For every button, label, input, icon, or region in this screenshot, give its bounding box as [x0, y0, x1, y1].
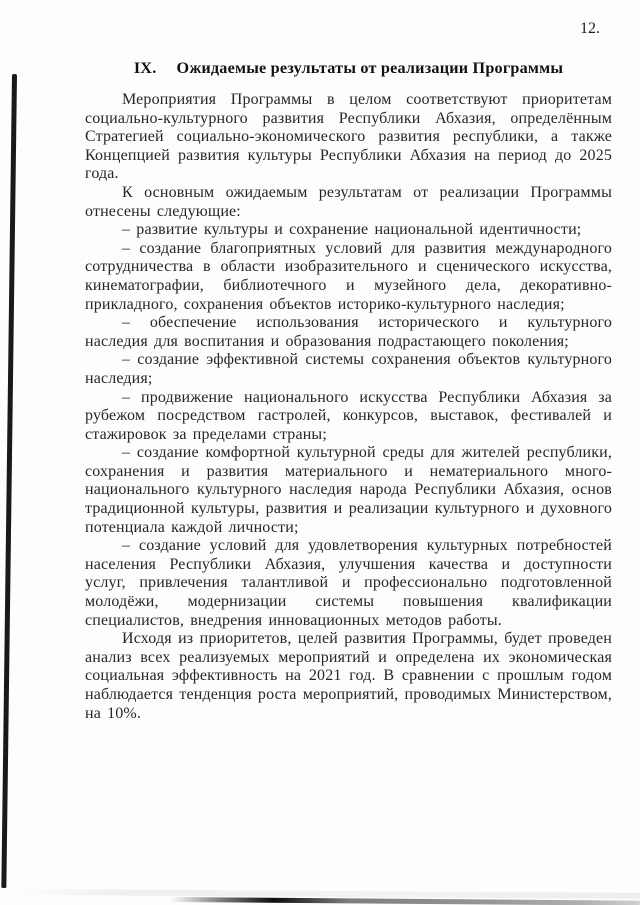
- bullet-item-5: – продвижение национального искусства Республики Абхазия за рубежом посредством гастролей, конкурсов, выставок, фестивалей и стажировок за пределами страны;: [85, 388, 612, 443]
- page-number: 12.: [580, 20, 600, 37]
- bullet-item-6: – создание комфортной культурной среды для жителей республики, сохранения и развития материального и нематериального много-национального культурного наследия народа Республики Абхазия, основ традиционной культуры, развития и реализации культурного и духовного потенциала каждой личности;: [85, 444, 612, 536]
- scan-artifact-left-edge: [1, 74, 17, 888]
- section-heading: [85, 59, 612, 78]
- paragraph-intro: Мероприятия Программы в целом соответствуют приоритетам социально-культурного развития Республики Абхазия, определённым Стратегией социально-экономического развития республики, а также Концепцией развития культуры Республики Абхазия на период до 2025 года.: [85, 91, 612, 183]
- paragraph-lead-in: К основным ожидаемым результатам от реализации Программы отнесены следующие:: [85, 183, 612, 220]
- bullet-item-7: – создание условий для удовлетворения культурных потребностей населения Республики Абхазия, улучшения качества и доступности услуг, привлечения талантливой и профессионально подготовленной молодёжи, модернизации системы повышения квалификации специалистов, внедрения инновационных методов работы.: [85, 537, 612, 629]
- heading-numeral: IX.: [133, 59, 157, 77]
- bullet-item-4: – создание эффективной системы сохранения объектов культурного наследия;: [85, 351, 612, 387]
- bullet-item-3: – обеспечение использования исторического и культурного наследия для воспитания и образования подрастающего поколения;: [85, 314, 612, 350]
- bullet-item-1: – развитие культуры и сохранение национальной идентичности;: [122, 221, 582, 239]
- paragraph-closing: Исходя из приоритетов, целей развития Программы, будет проведен анализ всех реализуемых мероприятий и определена их экономическая социальная эффективность на 2021 год. В сравнении с прошлым годом наблюдается тенденция роста мероприятий, проводимых Министерством, на 10%.: [85, 630, 612, 722]
- document-body: [85, 91, 612, 723]
- bullet-item-2: – создание благоприятных условий для развития международного сотрудничества в области изобразительного и сценического искусства, кинематографии, библиотечного и музейного дела, декоративно-прикладного, сохранения объектов историко-культурного наследия;: [85, 239, 612, 313]
- heading-title: Ожидаемые результаты от реализации Программы: [176, 59, 564, 77]
